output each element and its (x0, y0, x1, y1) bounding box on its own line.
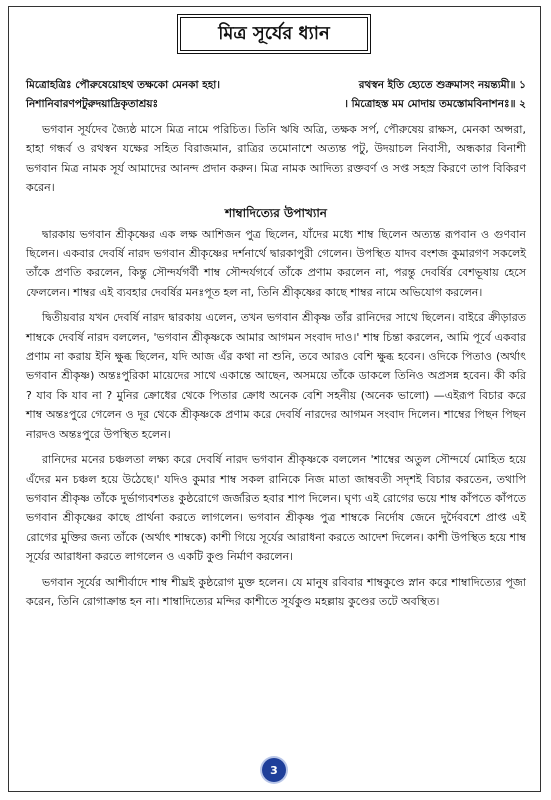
mantra-line-1-left: মিত্রোহত্রিঃ পৌরুষেয়োহথ তক্ষকো মেনকা হহা। (26, 79, 221, 91)
mantra-line-1 (26, 76, 526, 95)
story-paragraph-1: দ্বারকায় ভগবান শ্রীকৃষ্ণের এক লক্ষ আশিজন পুত্র ছিলেন, যাঁদের মধ্যে শাম্ব ছিলেন অত্যন্ত রূপবান ও গুণবান ছিলেন। একবার দেবর্ষি নারদ ভগবান শ্রীকৃষ্ণের দর্শনার্থে দ্বারকাপুরী গেলেন। উপস্থিত যাদব বংশজ কুমারগণ সকলেই তাঁকে প্রণতি করলেন, কিন্তু সৌন্দর্যগর্বী শাম্ব সৌন্দর্যগর্বে তাঁকে প্রণাম করলেন না, পরন্তু দেবর্ষির বেশভূষায় হেসে ফেললেন। শাম্বর এই ব্যবহার দেবর্ষির মনঃপূত হল না, তিনি শ্রীকৃষ্ণের কাছে শাম্বর নামে অভিযোগ করলেন। (26, 227, 526, 299)
mantra-line-2-right: । মিত্রোহস্ত মম মোদায় তমস্তোমবিনাশনঃ॥ ২ (344, 98, 526, 110)
page-content (26, 76, 526, 611)
mantra-line-2 (26, 95, 526, 114)
section-heading: শাম্বাদিত্যের উপাখ্যান (225, 205, 327, 220)
story-paragraph-2: দ্বিতীয়বার যখন দেবর্ষি নারদ দ্বারকায় এলেন, তখন ভগবান শ্রীকৃষ্ণ তাঁর রানিদের সাথে ছিলেন। বাইরে ক্রীড়ারত শাম্বকে দেবর্ষি নারদ বললেন, 'ভগবান শ্রীকৃষ্ণকে আমার আগমন সংবাদ দাও।' শাম্ব চিন্তা করলেন, আমি পূর্বে একবার প্রণাম না করায় ইনি ক্ষুব্ধ ছিলেন, যদি আজ এঁর কথা না শুনি, তবে আরও বেশি ক্ষুব্ধ হবেন। ওদিকে পিতাও (অর্থাৎ ভগবান শ্রীকৃষ্ণ) অন্তঃপুরিকা মায়েদের সাথে একান্তে আছেন, অসময়ে তাঁকে ডাকলে তিনিও অপ্রসন্ন হবেন। কী করি ? যাব কি যাব না ? মুনির ক্রোধের থেকে পিতার ক্রোধ অনেক বেশি সহনীয় (অনেক ভালো) —এইরূপ বিচার করে শাম্ব অন্তঃপুরে গেলেন ও দূর থেকে শ্রীকৃষ্ণকে প্রণাম করে দেবর্ষি নারদের আগমন সংবাদ দিলেন। শাম্বের পিছন পিছন নারদও অন্তঃপুরে উপস্থিত হলেন। (26, 311, 526, 441)
story-paragraph-3: রানিদের মনের চঞ্চলতা লক্ষ্য করে দেবর্ষি নারদ ভগবান শ্রীকৃষ্ণকে বললেন 'শাম্বের অতুল সৌন্দর্যে মোহিত হয়ে এঁদের মন চঞ্চল হয়ে উঠেছে।' যদিও কুমার শাম্ব সকল রানিকে নিজ মাতা জাম্ববতী সদৃশই বিচার করতেন, তথাপি ভগবান শ্রীকৃষ্ণ তাঁকে দুর্ভাগ্যবশতঃ কুষ্ঠরোগে জর্জরিত হবার শাপ দিলেন। ঘৃণ্য এই রোগের ভয়ে শাম্ব কাঁপতে কাঁপতে ভগবান শ্রীকৃষ্ণের কাছে প্রার্থনা করতে লাগলেন। ভগবান শ্রীকৃষ্ণ পুত্র শাম্বকে নির্দোষ জেনে দুর্দৈববশে প্রাপ্ত এই রোগের মুক্তির জন্য তাঁকে (অর্থাৎ শাম্বকে) কাশী গিয়ে সূর্যের আরাধনা করতে আদেশ দিলেন। কাশী উপস্থিত হয়ে শাম্ব সূর্যের আরাধনা করতে লাগলেন ও একটি কুণ্ড নির্মাণ করলেন। (26, 453, 526, 564)
story-paragraph-4: ভগবান সূর্যের আশীর্বাদে শাম্ব শীঘ্রই কুষ্ঠরোগ মুক্ত হলেন। যে মানুষ রবিবার শাম্বকুণ্ডে স্নান করে শাম্বাদিত্যের পূজা করেন, তিনি রোগাক্রান্ত হন না। শাম্বাদিত্যের মন্দির কাশীতে সূর্যকুণ্ড মহল্লায় কুণ্ডের তটে অবস্থিত। (26, 575, 526, 608)
page-title: মিত্র সূর্যের ধ্যান (177, 14, 371, 54)
intro-paragraph: ভগবান সূর্যদেব জ্যৈষ্ঠ মাসে মিত্র নামে পরিচিত। তিনি ঋষি অত্রি, তক্ষক সর্প, পৌরুষেয় রাক্ষস, মেনকা অপ্সরা, হাহা গন্ধর্ব ও রথস্বন যক্ষের সহিত বিরাজমান, রাত্রির তমোনাশে অত্যন্ত পটু, উদয়াচল নিবাসী, অন্ধকার বিনাশী ভগবান মিত্র নামক সূর্য আমাদের আনন্দ প্রদান করুন। মিত্র নামক আদিত্য রক্তবর্ণ ও সপ্ত সহস্র কিরণে তাপ বিকিরণ করেন। (26, 123, 526, 195)
mantra-line-2-left: নিশানিবারণপটুরুদয়াদ্রিকৃতাশ্রয়ঃ (26, 98, 159, 110)
page-number-badge: 3 (262, 758, 286, 782)
mantra-line-1-right: রথস্বন ইতি হ্যেতে শুক্রমাসং নয়ন্ত্যমী॥ ১ (358, 79, 526, 91)
